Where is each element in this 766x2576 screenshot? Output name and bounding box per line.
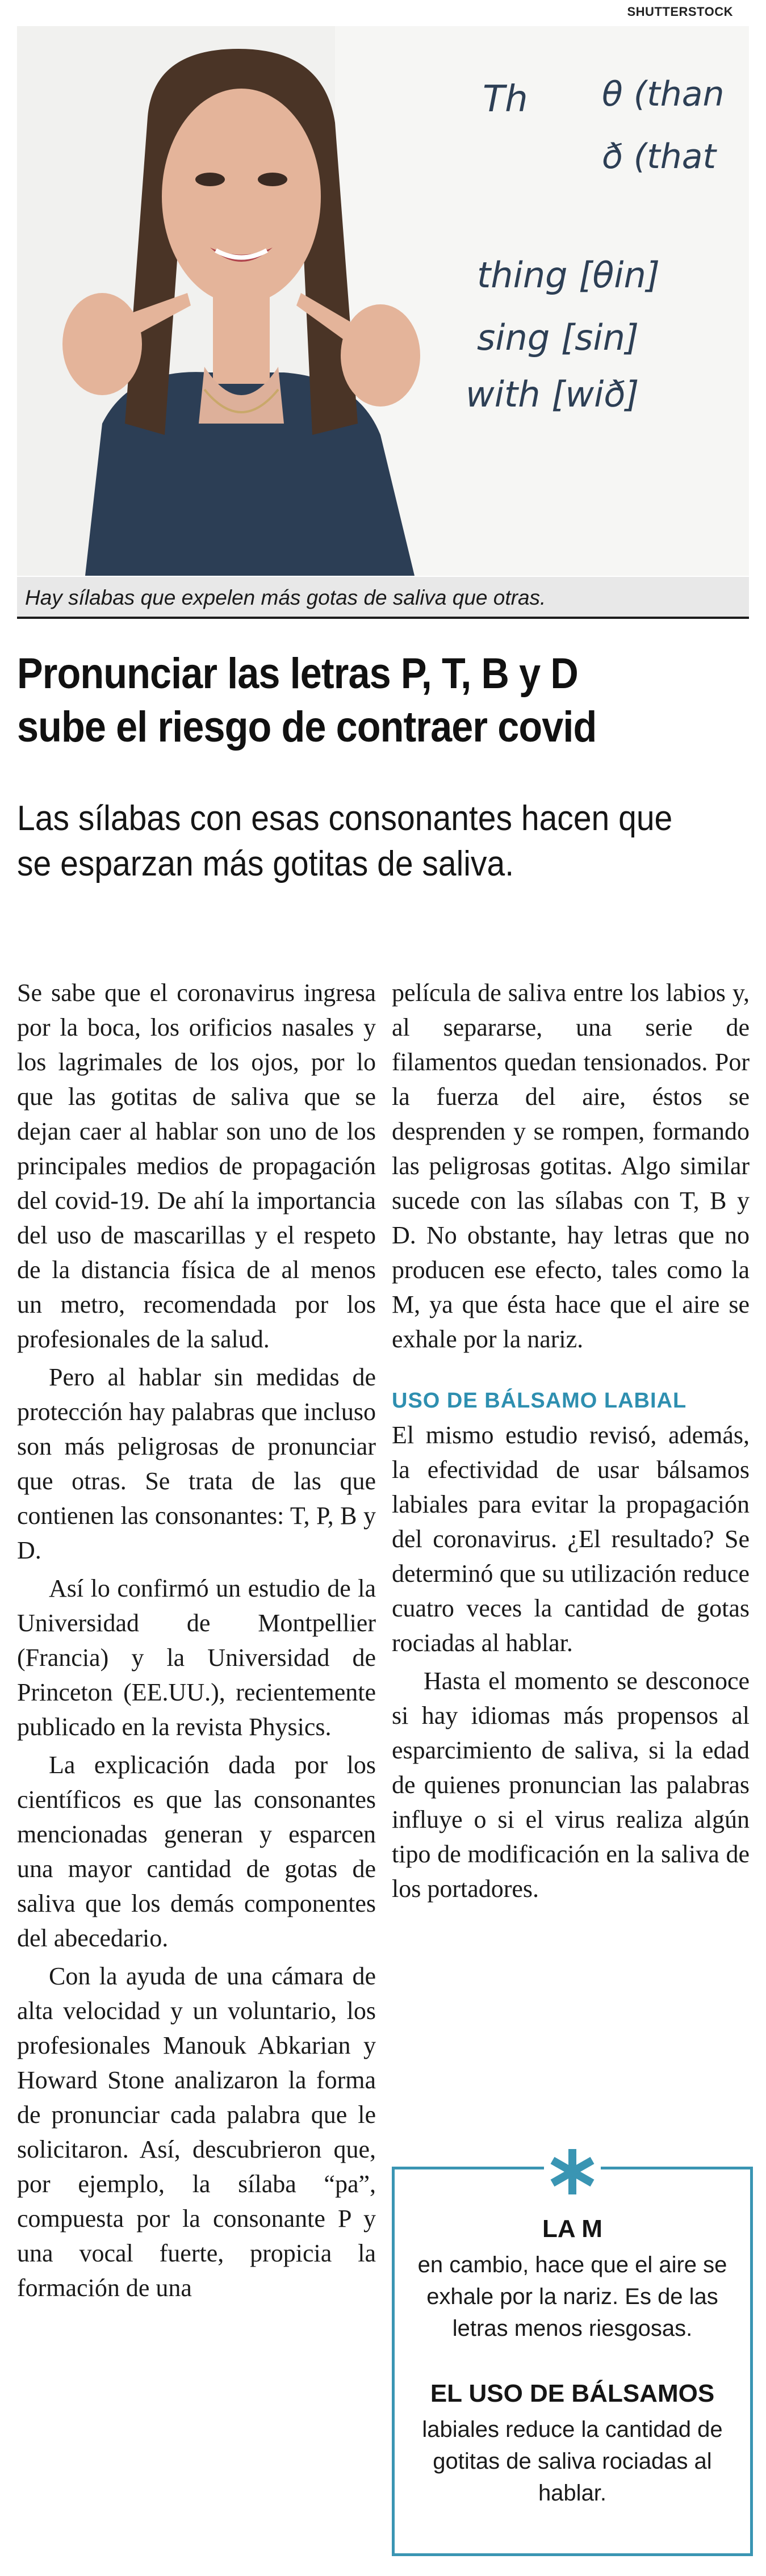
section-heading: USO DE BÁLSAMO LABIAL xyxy=(392,1389,687,1413)
photo-caption xyxy=(17,577,749,619)
article-column-1 xyxy=(17,975,376,2305)
photo-credit: SHUTTERSTOCK xyxy=(627,5,733,19)
paragraph: El mismo estudio revisó, además, la efectividad de usar bálsamos labiales para evitar la propagación del coronavirus. ¿El resultado? Se determinó que su utilización reduce cuatro veces la cantidad de gotas rociadas al hablar. xyxy=(392,1421,750,1657)
article-headline: Pronunciar las letras P, T, B y D sube el riesgo de contraer covid xyxy=(17,650,597,751)
article-subhead: Las sílabas con esas consonantes hacen que se esparzan más gotitas de saliva. xyxy=(17,799,673,883)
woman-pointing-illustration xyxy=(17,26,449,576)
asterisk-icon xyxy=(544,2143,601,2206)
paragraph: Se sabe que el coronavirus ingresa por la boca, los orificios nasales y los lagrimales de los ojos, por lo que las gotitas de saliva que se dejan caer al hablar son uno de los principales medios de propagación del covid-19. De ahí la importancia del uso de mascarillas y el respeto de la distancia física de al menos un metro, recomendada por los profesionales de la salud. xyxy=(17,979,376,1353)
board-line: sing [sin] xyxy=(477,317,639,358)
sidebar-text: en cambio, hace que el aire se exhale por la nariz. Es de las letras menos riesgosas. xyxy=(417,2252,727,2341)
sidebar-title: EL USO DE BÁLSAMOS xyxy=(430,2380,715,2407)
sidebar-title: LA M xyxy=(542,2215,602,2243)
board-line: Th xyxy=(483,78,528,120)
board-line: thing [θin] xyxy=(477,254,660,296)
paragraph: Pero al hablar sin medidas de protección hay palabras que incluso son más peligrosas de pronunciar que otras. Se trata de las que contienen las consonantes: T, P, B y D. xyxy=(17,1363,376,1564)
board-line: ð (that xyxy=(602,137,717,177)
caption-text: Hay sílabas que expelen más gotas de saliva que otras. xyxy=(25,586,546,609)
board-line: with [wið] xyxy=(466,374,639,415)
paragraph: película de saliva entre los labios y, al separarse, una serie de filamentos quedan tensionados. Por la fuerza del aire, éstos se desprenden y se rompen, formando las peligrosas gotitas. Algo similar sucede con las sílabas con T, B y D. No obstante, hay letras que no producen ese efecto, tales como la M, ya que ésta hace que el aire se exhale por la nariz. xyxy=(392,979,750,1353)
paragraph: Así lo confirmó un estudio de la Universidad de Montpellier (Francia) y la Universidad de Princeton (EE.UU.), recientemente publicado en la revista Physics. xyxy=(17,1574,376,1741)
sidebar-box xyxy=(392,2167,753,2556)
article-photo xyxy=(17,26,749,576)
paragraph: Hasta el momento se desconoce si hay idiomas más propensos al esparcimiento de saliva, si la edad de quienes pronuncian las palabras influye o si el virus realiza algún tipo de modificación en la saliva de los portadores. xyxy=(392,1667,750,1903)
paragraph: La explicación dada por los científicos es que las consonantes mencionadas generan y esparcen una mayor cantidad de gotas de saliva que los demás componentes del abecedario. xyxy=(17,1751,376,1952)
sidebar-text: labiales reduce la cantidad de gotitas de saliva rociadas al hablar. xyxy=(422,2417,723,2506)
article-column-2 xyxy=(392,975,750,1906)
paragraph: Con la ayuda de una cámara de alta velocidad y un voluntario, los profesionales Manouk Abkarian y Howard Stone analizaron la forma de pronunciar cada palabra que le solicitaron. Así, descubrieron que, por ejemplo, la sílaba “pa”, compuesta por la consonante P y una vocal fuerte, propicia la formación de una xyxy=(17,1962,376,2302)
board-line: θ (than xyxy=(602,74,725,114)
